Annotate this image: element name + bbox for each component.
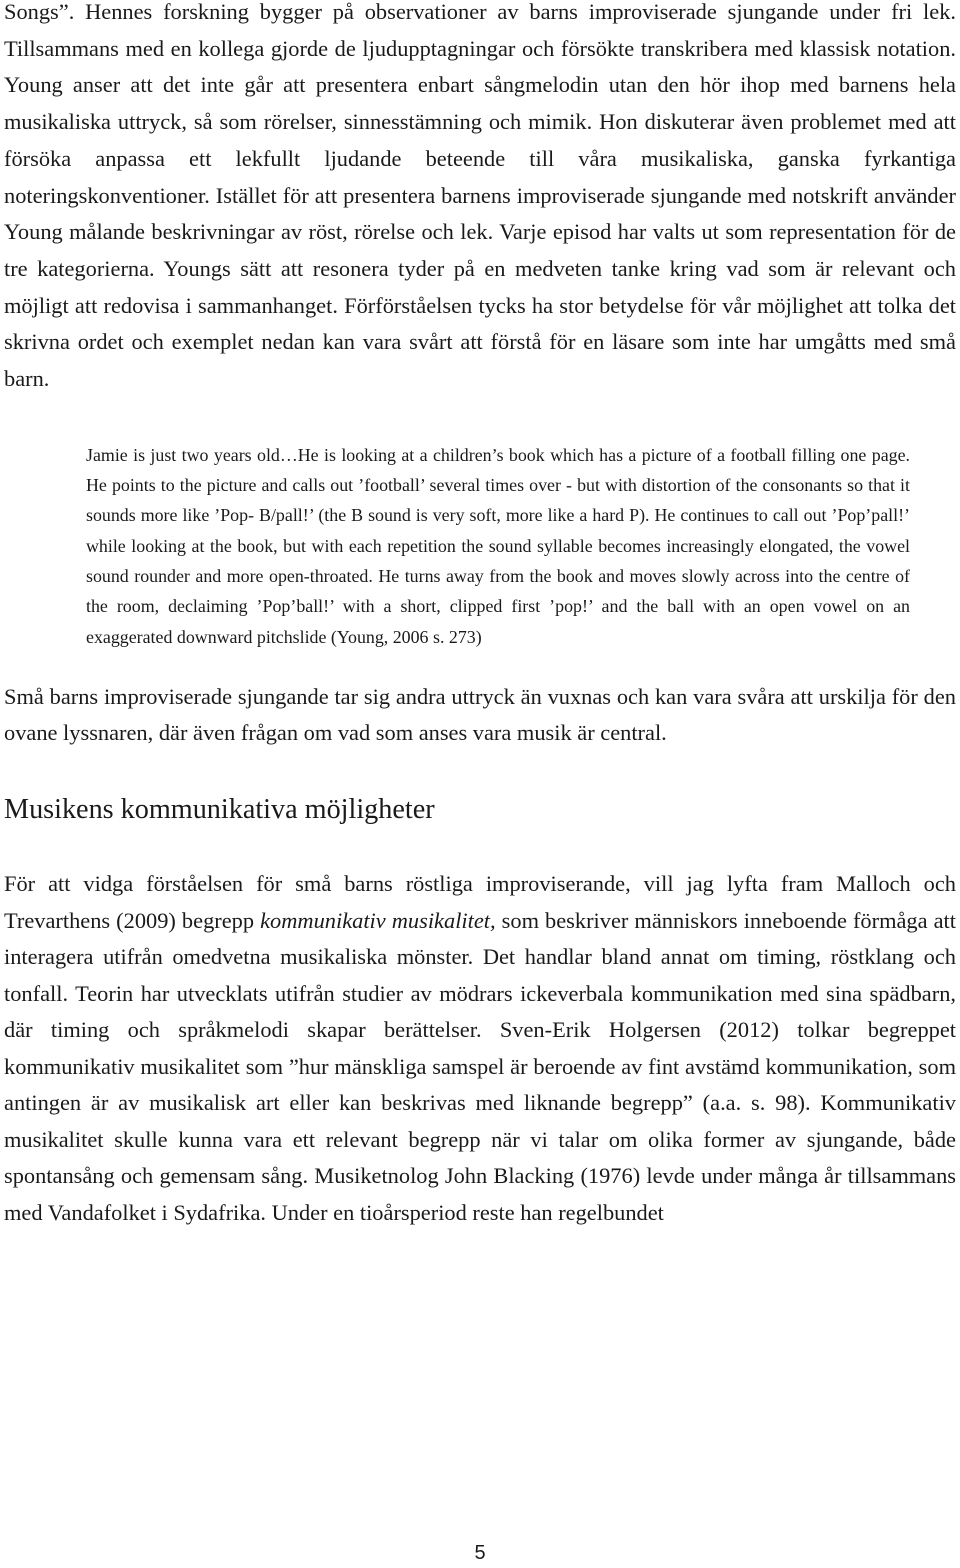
document-page: [4, 0, 956, 1231]
paragraph-section: [4, 866, 956, 1231]
section-heading: Musikens kommunikativa möjligheter: [4, 794, 435, 826]
paragraph-text-end: som beskriver människors inneboende förmåga att interagera utifrån omedvetna musikaliska mönster. Det handlar bland annat om timing, röstklang och tonfall. Teorin har utvecklats utifrån studier av mödrars ickeverbala kommunikation med sina spädbarn, där timing och språkmelodi skapar berättelser. Sven-Erik Holgersen (2012) tolkar begreppet kommunikativ musikalitet som ”hur mänskliga samspel är beroende av fint avstämd kommunikation, som antingen är av musikalisk art eller kan beskrivas med liknande begrepp” (a.a. s. 98). Kommunikativ musikalitet skulle kunna vara ett relevant begrepp när vi talar om olika former av sjungande, både spontansång och gemensam sång. Musiketnolog John Blacking (1976) levde under många år tillsammans med Vandafolket i Sydafrika. Under en tioårsperiod reste han regelbundet: [4, 907, 956, 1225]
paragraph-after-quote: Små barns improviserade sjungande tar sig andra uttryck än vuxnas och kan vara svåra att urskilja för den ovane lyssnaren, där även frågan om vad som anses vara musik är central.: [4, 683, 956, 746]
block-quote: Jamie is just two years old…He is looking at a children’s book which has a picture of a football filling one page. He points to the picture and calls out ’football’ several times over - but with distortion of the consonants so that it sounds more like ’Pop- B/pall!’ (the B sound is very soft, more like a hard P). He continues to call out ’Pop’pall!’ while looking at the book, but with each repetition the sound syllable becomes increasingly elongated, the vowel sound rounder and more open-throated. He turns away from the book and moves slowly across into the centre of the room, declaiming ’Pop’ball!’ with a short, clipped first ’pop!’ and the ball with an open vowel on an exaggerated downward pitchslide (Young, 2006 s. 273): [86, 444, 910, 647]
italic-term: kommunikativ musikalitet,: [260, 907, 496, 933]
paragraph-intro: Songs”. Hennes forskning bygger på observationer av barns improviserade sjungande under fri lek. Tillsammans med en kollega gjorde de ljudupptagningar och försökte transkribera med klassisk notation. Young anser att det inte går att presentera enbart sångmelodin utan den hör ihop med barnens hela musikaliska uttryck, så som rörelser, sinnesstämning och mimik. Hon diskuterar även problemet med att försöka anpassa ett lekfullt ljudande beteende till våra musikaliska, ganska fyrkantiga noteringskonventioner. Istället för att presentera barnens improviserade sjungande med notskrift använder Young målande beskrivningar av röst, rörelse och lek. Varje episod har valts ut som representation för de tre kategorierna. Youngs sätt att resonera tyder på en medveten tanke kring vad som är relevant och möjligt att redovisa i sammanhanget. Förförståelsen tycks ha stor betydelse för vår möjlighet att tolka det skrivna ordet och exemplet nedan kan vara svårt att förstå för en läsare som inte har umgåtts med små barn.: [4, 0, 956, 392]
paragraph-text-start: För att vidga förståelsen för små barns röstliga improviserande, vill jag lyfta fram Malloch och Trevarthens (2009) begrepp: [4, 871, 956, 933]
page-number: 5: [474, 1542, 486, 1564]
